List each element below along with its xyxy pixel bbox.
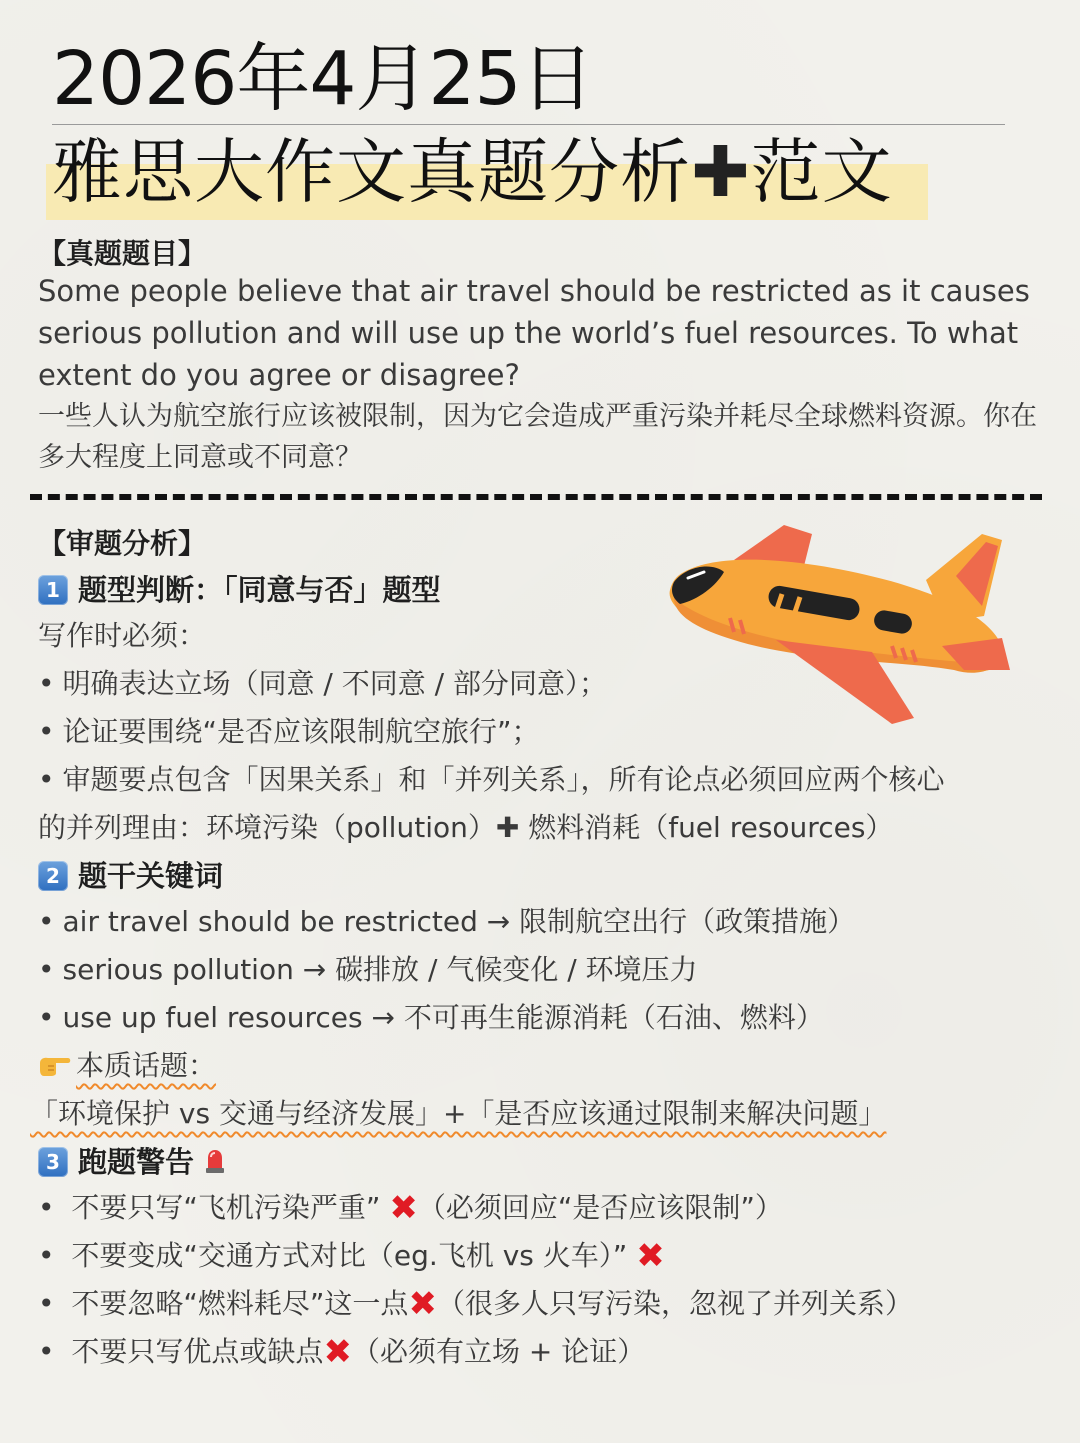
- essence-label: 本质话题：: [76, 1049, 217, 1082]
- list-item: • serious pollution → 碳排放 / 气候变化 / 环境压力: [38, 948, 698, 988]
- warning-note: （必须回应“是否应该限制”）: [417, 1191, 783, 1224]
- essence-text-row: [30, 1092, 886, 1132]
- red-x-icon: ✖: [389, 1188, 418, 1228]
- analysis-heading: 【审题分析】: [38, 527, 207, 560]
- list-item: [38, 1330, 645, 1372]
- warning-text: 不要忽略“燃料耗尽”这一点: [71, 1287, 409, 1320]
- list-item: [38, 1282, 913, 1324]
- part3-title: 跑题警告: [78, 1145, 195, 1179]
- question-text-zh: 一些人认为航空旅行应该被限制，因为它会造成严重污染并耗尽全球燃料资源。你在多大程度上同意或不同意？: [38, 401, 1037, 473]
- number-2-icon: 2: [38, 861, 68, 891]
- list-item: • 审题要点包含「因果关系」和「并列关系」，所有论点必须回应两个核心: [38, 758, 945, 798]
- part3-heading: [38, 1140, 226, 1181]
- title-divider: [52, 124, 1005, 125]
- part2-heading: [38, 854, 223, 895]
- plus-icon: ✚: [691, 131, 751, 213]
- part1-intro: 写作时必须：: [38, 619, 207, 652]
- list-item-continuation: 的并列理由：环境污染（pollution）✚ 燃料消耗（fuel resources）: [38, 811, 894, 844]
- warning-note: （必须有立场 + 论证）: [351, 1335, 646, 1368]
- title-text-end: 范文: [750, 131, 893, 213]
- list-item: • 明确表达立场（同意 / 不同意 / 部分同意）；: [38, 662, 607, 702]
- pointing-hand-icon: [38, 1053, 72, 1077]
- list-item: • air travel should be restricted → 限制航空出行（政策措施）: [38, 900, 855, 940]
- page-title: [52, 126, 893, 218]
- list-item: • use up fuel resources → 不可再生能源消耗（石油、燃料）: [38, 996, 824, 1036]
- airplane-illustration: [664, 520, 1016, 730]
- list-item: • 论证要围绕“是否应该限制航空旅行”；: [38, 710, 540, 750]
- number-3-icon: 3: [38, 1147, 68, 1177]
- red-x-icon: ✖: [408, 1284, 437, 1324]
- section-divider: [30, 494, 1042, 500]
- part1-heading: [38, 568, 441, 609]
- warning-text: 不要变成“交通方式对比（eg.飞机 vs 火车）”: [71, 1239, 628, 1272]
- question-text-en: Some people believe that air travel should be restricted as it causes serious pollution and will use up the world’s fuel resources. To what extent do you agree or disagree?: [38, 274, 1030, 392]
- list-item: [38, 1186, 783, 1228]
- red-x-icon: ✖: [323, 1332, 352, 1372]
- number-1-icon: 1: [38, 575, 68, 605]
- question-heading: 【真题题目】: [38, 237, 207, 270]
- siren-icon: [204, 1148, 226, 1174]
- title-date: 2026年4月25日: [52, 36, 594, 122]
- red-x-icon: ✖: [636, 1236, 665, 1276]
- warning-text: 不要只写“飞机污染严重”: [71, 1191, 381, 1224]
- list-item: [38, 1234, 665, 1276]
- warning-note: （很多人只写污染，忽视了并列关系）: [436, 1287, 913, 1320]
- part2-title: 题干关键词: [78, 859, 224, 893]
- essence-text: 「环境保护 vs 交通与经济发展」+「是否应该通过限制来解决问题」: [30, 1097, 887, 1130]
- warning-text: 不要只写优点或缺点: [71, 1335, 324, 1368]
- title-text: 雅思大作文真题分析: [52, 131, 691, 213]
- part1-title: 题型判断：「同意与否」题型: [78, 573, 441, 607]
- essence-label-row: [38, 1044, 216, 1084]
